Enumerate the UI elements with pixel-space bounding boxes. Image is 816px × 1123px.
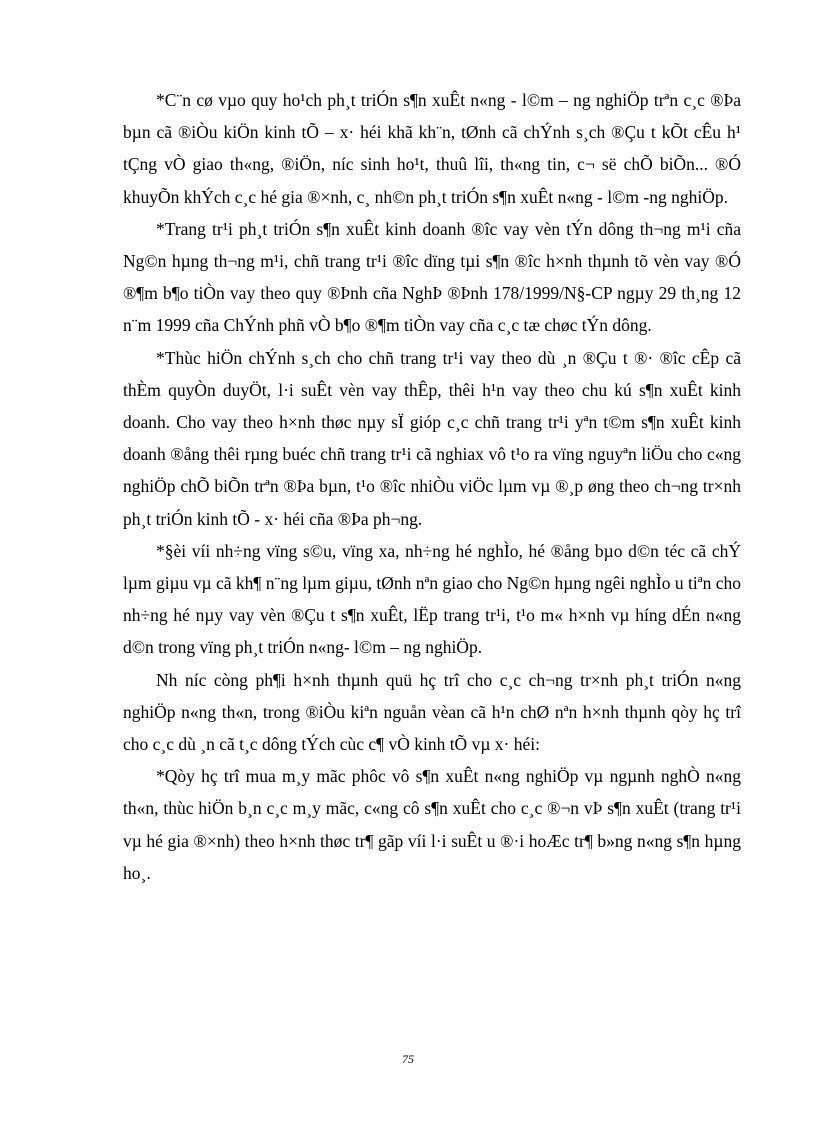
page-number: 75 [402,1052,414,1066]
paragraph-3: *Thùc hiÖn chÝnh s¸ch cho chñ trang tr¹i vay theo dù ¸n ®Çu t ®· ®îc cÊp cã thÈm quyÒn duyÖt, l·i suÊt vèn vay thÊp, thêi h¹n vay theo chu kú s¶n xuÊt kinh doanh. Cho vay theo h×nh thøc nµy sÏ gióp c¸c chñ trang tr¹i yªn t©m s¶n xuÊt kinh doanh ®ång thêi rµng buéc chñ trang tr¹i cã nghiax vô t¹o ra vïng nguyªn liÖu cho c«ng nghiÖp chÕ biÕn trªn ®Þa bµn, t¹o ®îc nhiÒu viÖc lµm vµ ®¸p øng theo ch¬ng tr×nh ph¸t triÓn kinh tÕ - x· héi cña ®Þa ph¬ng. [123,347,741,529]
paragraph-1: *C¨n cø vµo quy ho¹ch ph¸t triÓn s¶n xuÊt n«ng - l©m – ng nghiÖp trªn c¸c ®Þa bµn cã ®iÒu kiÖn kinh tÕ – x· héi khã kh¨n, tØnh cã chÝnh s¸ch ®Çu t kÕt cÊu h¹ tÇng vÒ giao th«ng, ®iÖn, níc sinh ho¹t, thuû lîi, th«ng tin, c¬ së chÕ biÕn... ®Ó khuyÕn khÝch c¸c hé gia ®×nh, c¸ nh©n ph¸t triÓn s¶n xuÊt n«ng - l©m -ng nghiÖp. [123,90,741,207]
paragraph-5: Nh níc còng ph¶i h×nh thµnh quü hç trî cho c¸c ch¬ng tr×nh ph¸t triÓn n«ng nghiÖp n«ng th«n, trong ®iÒu kiªn nguån vèan cã h¹n chØ nªn h×nh thµnh qòy hç trî cho c¸c dù ¸n cã t¸c dông tÝch cùc c¶ vÒ kinh tÕ vµ x· héi: [123,669,741,755]
paragraph-4: *§èi víi nh÷ng vïng s©u, vïng xa, nh÷ng hé nghÌo, hé ®ång bµo d©n téc cã chÝ lµm giµu vµ cã kh¶ n¨ng lµm giµu, tØnh nªn giao cho Ng©n hµng ngêi nghÌo u tiªn cho nh÷ng hé nµy vay vèn ®Çu t s¶n xuÊt, lËp trang tr¹i, t¹o m« h×nh vµ híng dÉn n«ng d©n trong vïng ph¸t triÓn n«ng- l©m – ng nghiÖp. [123,540,741,658]
paragraph-2: *Trang tr¹i ph¸t triÓn s¶n xuÊt kinh doanh ®îc vay vèn tÝn dông th¬ng m¹i cña Ng©n hµng th¬ng m¹i, chñ trang tr¹i ®îc dïng tµi s¶n ®îc h×nh thµnh tõ vèn vay ®Ó ®¶m b¶o tiÒn vay theo quy ®Þnh cña NghÞ ®Þnh 178/1999/N§-CP ngµy 29 th¸ng 12 n¨m 1999 cña ChÝnh phñ vÒ b¶o ®¶m tiÒn vay cña c¸c tæ chøc tÝn dông. [123,218,741,336]
body-text [123,84,741,889]
paragraph-6: *Qòy hç trî mua m¸y mãc phôc vô s¶n xuÊt n«ng nghiÖp vµ ngµnh nghÒ n«ng th«n, thùc hiÖn b¸n c¸c m¸y mãc, c«ng cô s¶n xuÊt cho c¸c ®¬n vÞ s¶n xuÊt (trang tr¹i vµ hé gia ®×nh) theo h×nh thøc tr¶ gãp víi l·i suÊt u ®·i hoÆc tr¶ b»ng n«ng s¶n hµng ho¸. [123,766,741,883]
